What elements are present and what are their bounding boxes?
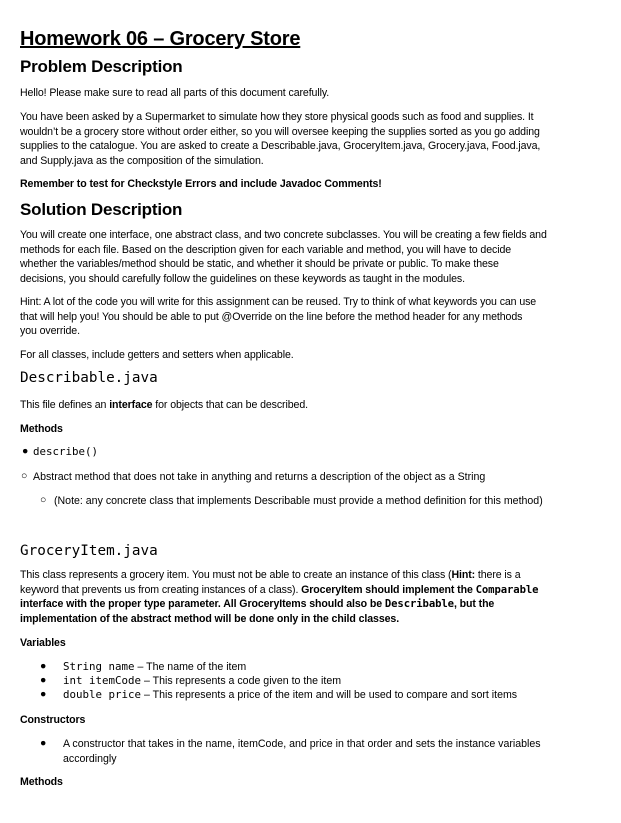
variable-item bbox=[63, 688, 517, 703]
method-signature: describe() bbox=[33, 445, 99, 458]
solution-line: whether the variables/method should be static, and whether it should be private or public. To make these bbox=[20, 258, 499, 270]
circle-bullet-icon: ○ bbox=[21, 470, 28, 482]
solution-heading: Solution Description bbox=[20, 200, 183, 219]
describe-method-note: (Note: any concrete class that implements Describable must provide a method definition for this method) bbox=[54, 495, 543, 507]
describable-heading: Describable.java bbox=[20, 370, 158, 386]
hint-paragraph bbox=[20, 295, 585, 339]
bullet-icon: ● bbox=[40, 674, 47, 686]
checkstyle-reminder: Remember to test for Checkstyle Errors and include Javadoc Comments! bbox=[20, 178, 382, 190]
getters-note: For all classes, include getters and setters when applicable. bbox=[20, 349, 294, 361]
document-title: Homework 06 – Grocery Store bbox=[20, 28, 301, 50]
bullet-icon: ● bbox=[40, 660, 47, 672]
describable-methods-label: Methods bbox=[20, 423, 63, 435]
groceryitem-line bbox=[20, 583, 585, 598]
problem-intro: Hello! Please make sure to read all parts of this document carefully. bbox=[20, 87, 330, 99]
groceryitem-heading: GroceryItem.java bbox=[20, 543, 158, 559]
bullet-icon: ● bbox=[40, 737, 47, 749]
constructors-label: Constructors bbox=[20, 714, 86, 726]
groceryitem-line: implementation of the abstract method will be done only in the child classes. bbox=[20, 612, 400, 625]
bold-text: interface with the proper type parameter. All GroceryItems should also be bbox=[20, 598, 385, 610]
problem-heading: Problem Description bbox=[20, 57, 183, 76]
describable-intro bbox=[20, 398, 585, 413]
solution-line: decisions, you should carefully follow the guidelines on these keywords as taught in the modules. bbox=[20, 272, 465, 285]
constructor-line: A constructor that takes in the name, itemCode, and price in that order and sets the instance variables bbox=[63, 738, 541, 750]
variable-code: int itemCode bbox=[63, 674, 142, 687]
problem-line: You have been asked by a Supermarket to simulate how they store physical goods such as food and supplies. It bbox=[20, 111, 534, 123]
hint-label: Hint: bbox=[451, 569, 476, 581]
comparable-code: Comparable bbox=[475, 583, 539, 596]
groceryitem-paragraph bbox=[20, 568, 585, 626]
problem-paragraph bbox=[20, 110, 585, 168]
constructor-line: accordingly bbox=[63, 752, 117, 765]
hint-line: you override. bbox=[20, 325, 80, 337]
text: there is a bbox=[475, 569, 521, 581]
bold-text: , but the bbox=[453, 598, 495, 610]
text: keyword that prevents us from creating instances of a class). bbox=[20, 583, 302, 596]
describe-method-desc: Abstract method that does not take in anything and returns a description of the object as a String bbox=[33, 471, 486, 483]
problem-line: supplies to the catalogue. You are asked to create a Describable.java, GroceryItem.java, Grocery.java, Food.java, bbox=[20, 140, 541, 152]
solution-line: methods for each file. Based on the description given for each variable and method, you will have to decide bbox=[20, 243, 512, 256]
variable-desc: – The name of the item bbox=[134, 661, 247, 673]
solution-paragraph bbox=[20, 228, 585, 286]
bold-text: GroceryItem should implement the bbox=[301, 583, 476, 596]
interface-keyword: interface bbox=[109, 399, 153, 411]
describable-code: Describable bbox=[384, 598, 454, 610]
variables-label: Variables bbox=[20, 637, 66, 649]
intro-text: for objects that can be described. bbox=[152, 399, 308, 411]
methods-label: Methods bbox=[20, 776, 63, 788]
variable-item bbox=[63, 660, 246, 675]
variable-code: String name bbox=[63, 660, 135, 673]
bullet-icon: ● bbox=[40, 688, 47, 700]
circle-bullet-icon: ○ bbox=[40, 494, 47, 506]
problem-line: and Supply.java as the composition of the simulation. bbox=[20, 154, 264, 167]
intro-text: This file defines an bbox=[20, 399, 110, 411]
variable-desc: – This represents a code given to the item bbox=[141, 675, 342, 687]
groceryitem-line bbox=[20, 597, 585, 612]
hint-line: Hint: A lot of the code you will write for this assignment can be reused. Try to think of what keywords you can use bbox=[20, 296, 537, 308]
text: This class represents a grocery item. You must not be able to create an instance of this class ( bbox=[20, 569, 452, 581]
variable-item bbox=[63, 674, 341, 689]
describe-method-item bbox=[33, 445, 98, 460]
problem-line: wouldn’t be a grocery store without order either, so you will oversee keeping the supplies sorted as you go adding bbox=[20, 125, 540, 138]
constructor-item bbox=[63, 737, 541, 766]
hint-line: that will help you! You should be able to put @Override on the line before the method header for any methods bbox=[20, 310, 523, 323]
bullet-icon: ● bbox=[22, 445, 29, 457]
variable-code: double price bbox=[63, 688, 142, 701]
groceryitem-line bbox=[20, 568, 585, 583]
solution-line: You will create one interface, one abstract class, and two concrete subclasses. You will be creating a few fields and bbox=[20, 229, 547, 241]
variable-desc: – This represents a price of the item and will be used to compare and sort items bbox=[141, 689, 518, 701]
